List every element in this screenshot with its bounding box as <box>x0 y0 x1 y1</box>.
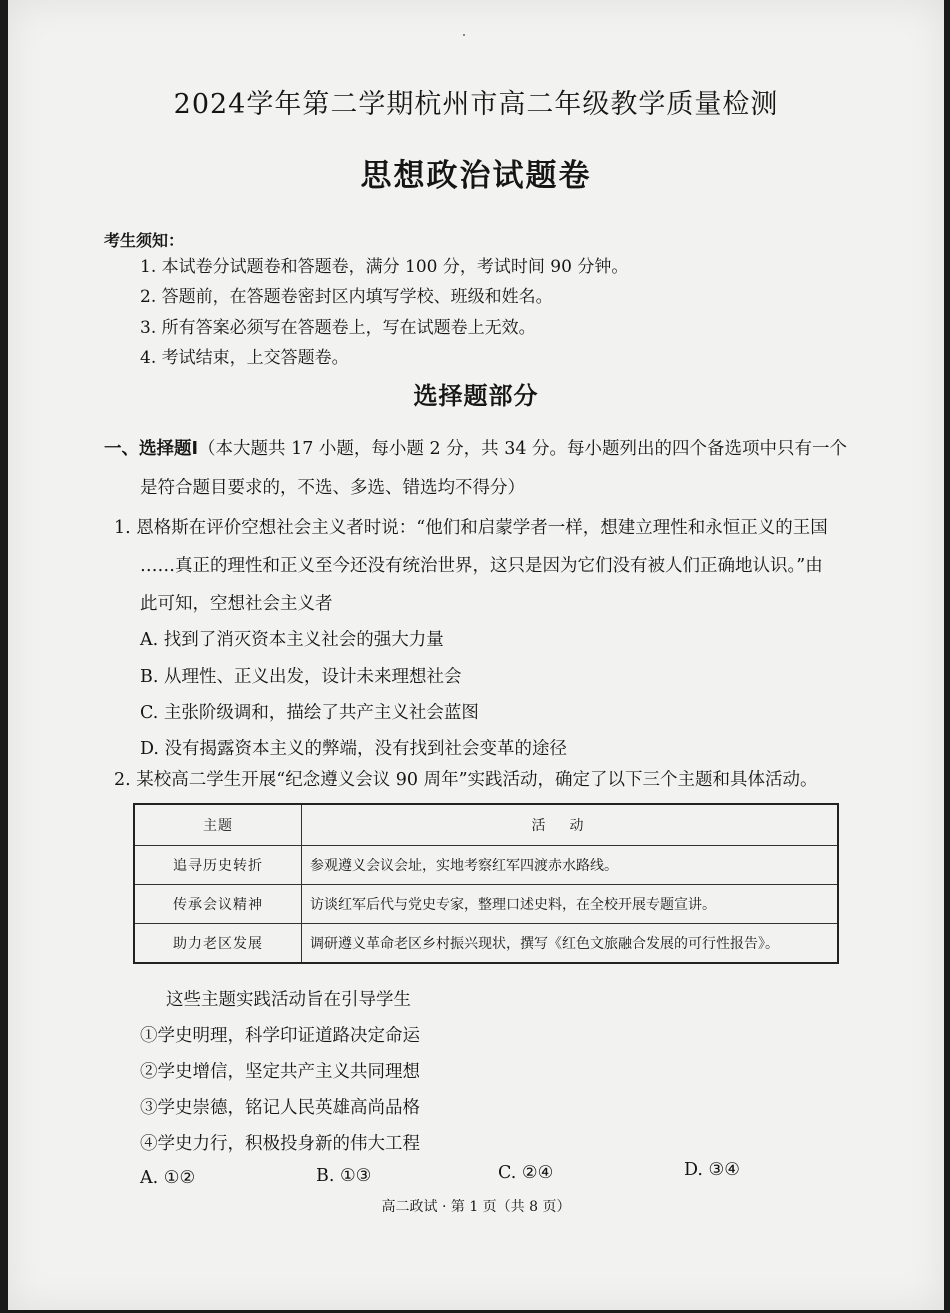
question-1-option-c: C. 主张阶级调和，描绘了共产主义社会蓝图 <box>140 703 479 723</box>
question-1-stem-cont: 此可知，空想社会主义者 <box>140 594 333 614</box>
part-description-cont: 是符合题目要求的，不选、多选、错选均不得分） <box>140 478 525 498</box>
question-2-stem: 2. 某校高二学生开展“纪念遵义会议 90 周年”实践活动，确定了以下三个主题和具体活动。 <box>114 770 818 790</box>
page-footer: 高二政试 · 第 1 页（共 8 页） <box>381 1199 571 1215</box>
notice-item: 3. 所有答案必须写在答题卷上，写在试题卷上无效。 <box>140 318 536 338</box>
section-title: 选择题部分 <box>413 382 539 410</box>
question-2-choice-b: B. ①③ <box>316 1166 372 1186</box>
table-row <box>134 846 838 885</box>
question-2-statement-1: ①学史明理，科学印证道路决定命运 <box>140 1026 420 1046</box>
question-1-option-b: B. 从理性、正义出发，设计未来理想社会 <box>140 667 462 687</box>
question-2-lead: 这些主题实践活动旨在引导学生 <box>166 990 411 1010</box>
question-2-choice-c: C. ②④ <box>498 1163 554 1183</box>
part-description: （本大题共 17 小题，每小题 2 分，共 34 分。每小题列出的四个备选项中只有一个 <box>198 439 848 459</box>
question-2-statement-2: ②学史增信，坚定共产主义共同理想 <box>140 1062 420 1082</box>
notice-item: 2. 答题前，在答题卷密封区内填写学校、班级和姓名。 <box>140 287 553 307</box>
exam-title: 2024学年第二学期杭州市高二年级教学质量检测 <box>173 89 779 120</box>
notice-heading: 考生须知： <box>104 231 185 250</box>
table-cell-activity: 访谈红军后代与党史专家，整理口述史料，在全校开展专题宣讲。 <box>302 885 839 924</box>
question-1-stem-cont: ……真正的理性和正义至今还没有统治世界，这只是因为它们没有被人们正确地认识。”由 <box>140 556 823 576</box>
table-cell-activity: 调研遵义革命老区乡村振兴现状，撰写《红色文旅融合发展的可行性报告》。 <box>302 924 839 964</box>
table-row <box>134 924 838 964</box>
question-1-option-a: A. 找到了消灭资本主义社会的强大力量 <box>140 630 444 650</box>
question-2-choice-d: D. ③④ <box>684 1160 740 1180</box>
question-2-statement-4: ④学史力行，积极投身新的伟大工程 <box>140 1134 420 1154</box>
part-instruction <box>104 435 847 460</box>
question-1-stem: 1. 恩格斯在评价空想社会主义者时说：“他们和启蒙学者一样，想建立理性和永恒正义的王国 <box>114 518 828 538</box>
table-cell-theme: 助力老区发展 <box>134 924 302 964</box>
table-cell-activity: 参观遵义会议会址，实地考察红军四渡赤水路线。 <box>302 846 839 885</box>
notice-item: 1. 本试卷分试题卷和答题卷，满分 100 分，考试时间 90 分钟。 <box>140 257 629 277</box>
question-1-option-d: D. 没有揭露资本主义的弊端，没有找到社会变革的途径 <box>140 739 568 759</box>
activity-table <box>133 803 839 964</box>
exam-page <box>8 0 944 1310</box>
table-header-activity: 活动 <box>302 804 839 846</box>
notice-item: 4. 考试结束，上交答题卷。 <box>140 348 349 368</box>
table-cell-theme: 传承会议精神 <box>134 885 302 924</box>
table-cell-theme: 追寻历史转折 <box>134 846 302 885</box>
table-row <box>134 885 838 924</box>
table-header-row <box>134 804 838 846</box>
part-label: 一、选择题Ⅰ <box>104 439 199 459</box>
question-2-statement-3: ③学史崇德，铭记人民英雄高尚品格 <box>140 1098 420 1118</box>
question-2-choice-a: A. ①② <box>140 1168 196 1188</box>
exam-subject-title: 思想政治试题卷 <box>360 158 592 194</box>
scan-speck <box>463 34 465 36</box>
table-header-theme: 主题 <box>134 804 302 846</box>
